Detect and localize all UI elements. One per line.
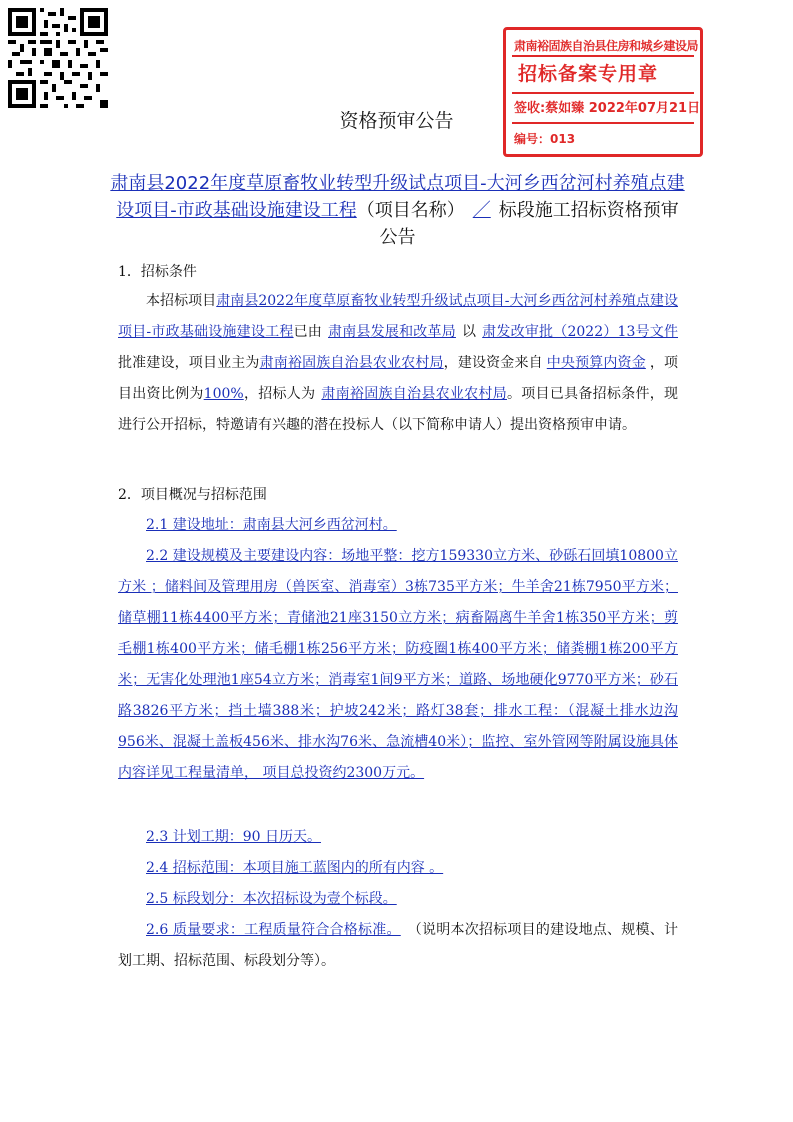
section1-heading: 1．招标条件	[118, 264, 197, 280]
section1-paragraph	[118, 286, 678, 441]
stamp-sign-line: 签收:蔡如臻 2022年07月21日	[514, 101, 701, 116]
title-suffix: 标段施工招标资格预审公告	[379, 200, 679, 248]
approver: 肃南县发展和改革局	[328, 324, 456, 340]
section2-heading: 2．项目概况与招标范围	[118, 487, 267, 503]
project-name-ref: 肃南县2022年度草原畜牧业转型升级试点项目-大河乡西岔河村养殖点建设项目-市政基础设施建设工程	[118, 293, 679, 340]
item-text: 2.2 建设规模及主要建设内容：场地平整：挖方159330立方米、砂砾石回填10800立方米 ；储料间及管理用房（兽医室、消毒室）3栋735平方米；牛羊舍21栋7950平方米；储草棚11栋4400平方米；青储池21座3150立方米；病畜隔离牛羊舍1栋350平方米；剪毛棚1栋400平方米；储毛棚1栋256平方米；防疫圈1栋400平方米；储粪棚1栋200平方米；无害化处理池1座54立方米；消毒室1间9平方米；道路、场地硬化9770平方米；砂石路3826平方米；挡土墙388米；护坡242米；路灯38套；排水工程：（混凝土排水边沟956米、混凝土盖板456米、排水沟76米、急流槽40米）；监控、室外管网等附属设施具体内容详见工程量清单， 项目总投资约2300万元。	[118, 548, 678, 781]
item-text: 2.3 计划工期：90 日历天。	[146, 829, 321, 845]
item-text: 2.4 招标范围：本项目施工蓝图内的所有内容 。	[146, 860, 444, 876]
fund-source: 中央预算内资金	[546, 355, 646, 371]
item-scope	[118, 853, 678, 884]
filing-stamp	[503, 27, 703, 157]
item-construction-scale	[118, 541, 678, 789]
text: ，项目出资比例为	[118, 355, 679, 402]
text: 批准建设，项目业主为	[118, 355, 260, 371]
document-title: 资格预审公告	[339, 110, 454, 132]
section-blank: ／	[472, 200, 491, 221]
text: 本招标项目	[146, 293, 217, 309]
stamp-number: 编号：013	[514, 132, 576, 146]
text: ，建设资金来自	[443, 355, 543, 371]
investment-ratio: 100%	[203, 386, 244, 402]
item-lots	[118, 884, 678, 915]
project-title	[110, 170, 685, 251]
stamp-divider	[512, 55, 694, 57]
stamp-title: 招标备案专用章	[518, 63, 659, 85]
item-text: 2.6 质量要求：工程质量符合合格标准。	[146, 922, 401, 938]
stamp-divider	[512, 92, 694, 94]
tenderer: 肃南裕固族自治县农业农村局	[321, 386, 507, 402]
item-schedule	[118, 822, 678, 853]
qr-code	[8, 8, 108, 108]
item-quality	[118, 915, 678, 977]
item-note: （说明本次招标项目的建设地点、规模、计划工期、招标范围、标段划分等）。	[118, 922, 679, 969]
text: 已由	[293, 324, 322, 340]
text: ，招标人为	[243, 386, 316, 402]
text: 。项目已具备招标条件，现进行公开招标，特邀请有兴趣的潜在投标人（以下简称申请人）提出资格预审申请。	[118, 386, 679, 433]
project-name-label: （项目名称）	[356, 200, 465, 221]
item-text: 2.1 建设地址：肃南县大河乡西岔河村。	[146, 517, 397, 533]
item-construction-address	[118, 510, 678, 541]
project-name: 肃南县2022年度草原畜牧业转型升级试点项目-大河乡西岔河村养殖点建设项目-市政基础设施建设工程	[110, 173, 685, 221]
item-text: 2.5 标段划分：本次招标设为壹个标段。	[146, 891, 397, 907]
text: 以	[461, 324, 477, 340]
approval-document: 肃发改审批（2022）13号文件	[482, 324, 679, 340]
project-owner: 肃南裕固族自治县农业农村局	[259, 355, 444, 371]
stamp-authority: 肃南裕固族自治县住房和城乡建设局	[514, 39, 699, 53]
